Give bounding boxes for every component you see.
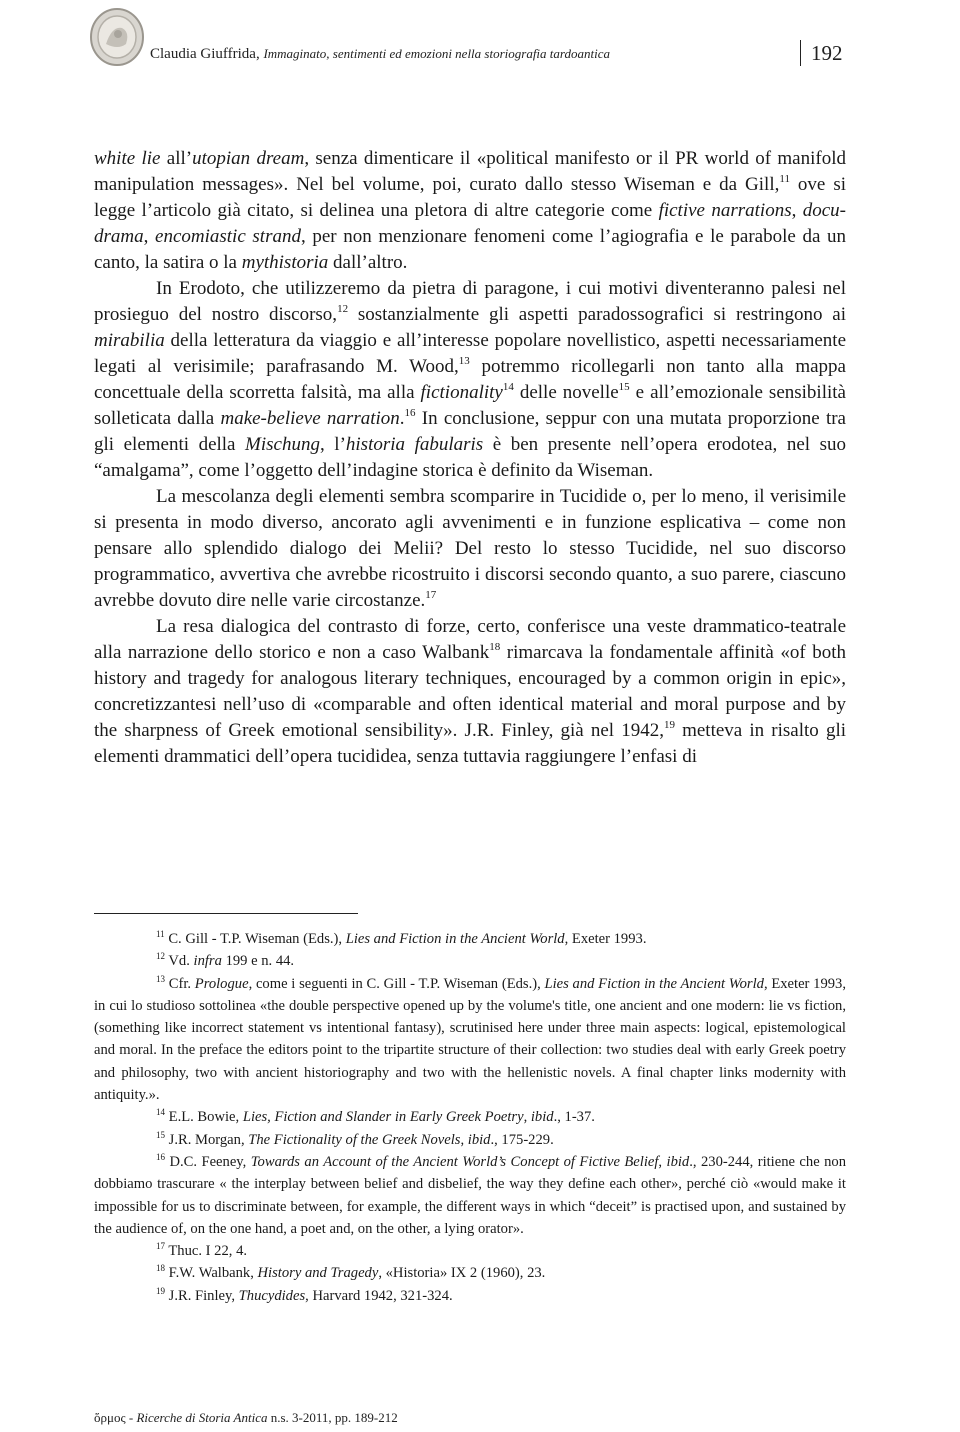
footnote: [94, 973, 846, 1107]
text-run: delle novelle: [513, 382, 619, 403]
text-run: , Exeter 1993, in cui lo studioso sottolinea «the double perspective opened up by the volume's title, one ancient and one modern: lie vs fiction, (something like incorrect statement vs intentional fantasy), scrutinised here under three main aspects: logical, epistemological and moral. In the preface the editors point to the tripartite structure of their collection: two studies deal with early Greek poetry and philosophy, two with ancient historiography and two with the hellenistic novels. A final chapter links modernity with antiquity.».: [94, 975, 846, 1104]
footnote: [94, 1240, 846, 1262]
footnote: [94, 1151, 846, 1240]
footnote-number: 14: [156, 1107, 165, 1118]
italic-text: utopian dream: [192, 148, 305, 169]
footer-issue: n.s. 3-2011, pp. 189-212: [267, 1410, 398, 1425]
text-run: ,: [791, 200, 803, 221]
running-header: [150, 46, 610, 63]
header-title: Immaginato, sentimenti ed emozioni nella storiografia tardoantica: [263, 46, 610, 61]
page-number: 192: [800, 40, 843, 66]
footnote-ref: 19: [663, 719, 675, 731]
footnote-number: 11: [156, 929, 165, 939]
text-run: La resa dialogica del contrasto di forze, certo, conferisce una veste drammatico-teatrale alla narrazione dello storico e non a caso Walbank: [94, 616, 846, 663]
text-run: , Exeter 1993.: [564, 931, 647, 947]
footnote: [94, 1129, 846, 1151]
text-run: ove si legge l’articolo già citato, si delinea una pletora di altre categorie come: [94, 174, 846, 221]
text-run: ,: [658, 1153, 667, 1170]
text-run: ,: [143, 226, 156, 247]
footnote-ref: 15: [618, 381, 630, 393]
text-run: ., 175-229.: [490, 1131, 554, 1148]
footnote-number: 16: [156, 1151, 165, 1162]
main-text: [94, 146, 846, 770]
text-run: ,: [460, 1131, 468, 1148]
italic-text: ibid: [666, 1153, 690, 1170]
text-run: Vd.: [165, 953, 194, 970]
italic-text: History and Tragedy: [257, 1265, 379, 1282]
italic-text: encomiastic strand: [155, 226, 301, 247]
footnote: [94, 950, 846, 972]
text-run: , senza dimenticare il «political manifesto or il PR world of manifold manipulation messages». Nel bel volume, poi, curato dallo stesso Wiseman e da Gill,: [94, 148, 846, 195]
italic-text: historia fabularis: [345, 434, 484, 455]
text-run: dall’altro.: [328, 252, 408, 273]
footnote: [94, 1285, 846, 1307]
text-run: D.C. Feeney,: [165, 1153, 251, 1170]
text-run: all’: [160, 148, 193, 169]
text-run: ,: [523, 1109, 531, 1126]
page-footer: [94, 1410, 398, 1426]
footnote-number: 19: [156, 1285, 165, 1296]
text-run: C. Gill - T.P. Wiseman (Eds.),: [164, 931, 346, 947]
text-run: In conclusione, seppur con una mutata proporzione tra gli elementi della: [94, 408, 846, 455]
text-run: , l’: [319, 434, 346, 455]
italic-text: Lies, Fiction and Slander in Early Greek Poetry: [242, 1109, 524, 1126]
text-run: J.R. Finley,: [165, 1287, 239, 1304]
body-paragraph: [94, 484, 846, 614]
text-run: F.W. Walbank,: [165, 1265, 258, 1282]
text-run: ., 230-244, ritiene che non dobbiamo trascurare « the interplay between belief and disbelief, the way they define each other», perché ciò «would make it impossible for us to discriminate between, for example, the different ways in which “deceit” is practised upon, and sustained by the audience of, on the one hand, a poet and, on the other, a lying orator».: [94, 1153, 847, 1237]
italic-text: mythistoria: [241, 252, 329, 273]
text-run: ., 1-37.: [553, 1109, 595, 1126]
text-run: .: [399, 408, 405, 429]
text-run: In Erodoto, che utilizzeremo da pietra di paragone, i cui motivi diventeranno palesi nel prosieguo del nostro discorso,: [94, 278, 846, 325]
text-run: , Harvard 1942, 321-324.: [305, 1287, 453, 1304]
text-run: e all’emozionale sensibilità solleticata dalla: [94, 382, 846, 429]
text-run: , «Historia» IX 2 (1960), 23.: [378, 1265, 546, 1282]
footnote-ref: 17: [425, 589, 437, 601]
text-run: Thuc. I 22, 4.: [165, 1243, 248, 1260]
italic-text: Prologue: [194, 975, 249, 992]
footnote-ref: 12: [337, 303, 349, 315]
italic-text: Towards an Account of the Ancient World’s Concept of Fictive Belief: [250, 1153, 659, 1170]
footnote-ref: 14: [502, 381, 514, 393]
text-run: La mescolanza degli elementi sembra scomparire in Tucidide o, per lo meno, il verisimile si presenta in modo diverso, ancorato agli avvenimenti e in funzione esplicativa – come non pensare allo splendido dialogo dei Melii? Del resto lo stesso Tucidide, nel suo discorso programmatico, avvertiva che avrebbe ricostruito i discorsi secondo quanto, a suo parere, ciascuno avrebbe dovuto dire nelle varie circostanze.: [94, 486, 846, 611]
text-run: J.R. Morgan,: [165, 1131, 249, 1148]
footnote-number: 18: [156, 1263, 165, 1274]
header-author: Claudia Giuffrida,: [150, 46, 260, 62]
italic-text: ibid: [467, 1131, 491, 1148]
italic-text: docu-drama: [94, 200, 847, 247]
footnote: [94, 1106, 846, 1128]
text-run: Cfr.: [165, 975, 195, 992]
body-paragraph: [94, 146, 846, 276]
italic-text: The Fictionality of the Greek Novels: [248, 1131, 461, 1148]
italic-text: Thucydides: [238, 1287, 306, 1304]
italic-text: mirabilia: [94, 330, 165, 351]
footnote-ref: 18: [489, 641, 501, 653]
body-paragraph: [94, 276, 846, 484]
italic-text: Lies and Fiction in the Ancient World: [345, 931, 565, 947]
journal-seal-logo: [88, 6, 146, 68]
text-run: potremmo ricollegarli non tanto alla mappa concettuale della scorretta falsità, ma alla: [94, 356, 846, 403]
footnote-ref: 16: [404, 407, 416, 419]
footnote: [94, 928, 846, 950]
footnote-ref: 11: [779, 173, 790, 185]
italic-text: fictive narrations: [658, 200, 792, 221]
italic-text: Lies and Fiction in the Ancient World: [544, 975, 764, 992]
italic-text: infra: [193, 953, 222, 970]
footer-series: - Ricerche di Storia Antica: [125, 1410, 268, 1425]
text-run: , per non menzionare fenomeni come l’agiografia e le parabole da un canto, la satira o la: [94, 226, 847, 273]
footnote-number: 13: [156, 973, 165, 984]
text-run: della letteratura da viaggio e all’interesse popolare novellistico, aspetti necessariamente legati al verisimile; parafrasando M. Wood,: [94, 330, 846, 377]
footnote-number: 15: [156, 1129, 165, 1140]
footnote-ref: 13: [458, 355, 470, 367]
text-run: rimarcava la fondamentale affinità «of both history and tragedy for analogous literary techniques, encouraged by a common origin in epic», concretizzantesi nell’uso di «comparable and often identical material and moral purpose and by the sharpness of Greek emotional sensibility». J.R. Finley, già nel 1942,: [94, 642, 847, 741]
text-run: 199 e n. 44.: [221, 953, 295, 970]
footnote-number: 17: [156, 1241, 165, 1252]
footer-journal: ὅρμος: [94, 1410, 126, 1425]
text-run: è ben presente nell’opera erodotea, nel suo “amalgama”, come l’oggetto dell’indagine storica è definito da Wiseman.: [94, 434, 846, 481]
italic-text: fictionality: [420, 382, 503, 403]
footnote-separator: [94, 913, 358, 914]
italic-text: Mischung: [245, 434, 320, 455]
footnotes: [94, 928, 846, 1307]
text-run: metteva in risalto gli elementi drammatici dell’opera tucididea, senza tuttavia raggiungere l’enfasi di: [94, 720, 846, 767]
italic-text: ibid: [530, 1109, 554, 1126]
footnote-number: 12: [156, 951, 165, 962]
italic-text: make-believe narration: [220, 408, 400, 429]
text-run: , come i seguenti in C. Gill - T.P. Wiseman (Eds.),: [248, 975, 545, 992]
body-paragraph: [94, 614, 846, 770]
text-run: E.L. Bowie,: [165, 1109, 243, 1126]
text-run: sostanzialmente gli aspetti paradossografici si restringono ai: [348, 304, 846, 325]
italic-text: white lie: [94, 148, 161, 169]
footnote: [94, 1262, 846, 1284]
